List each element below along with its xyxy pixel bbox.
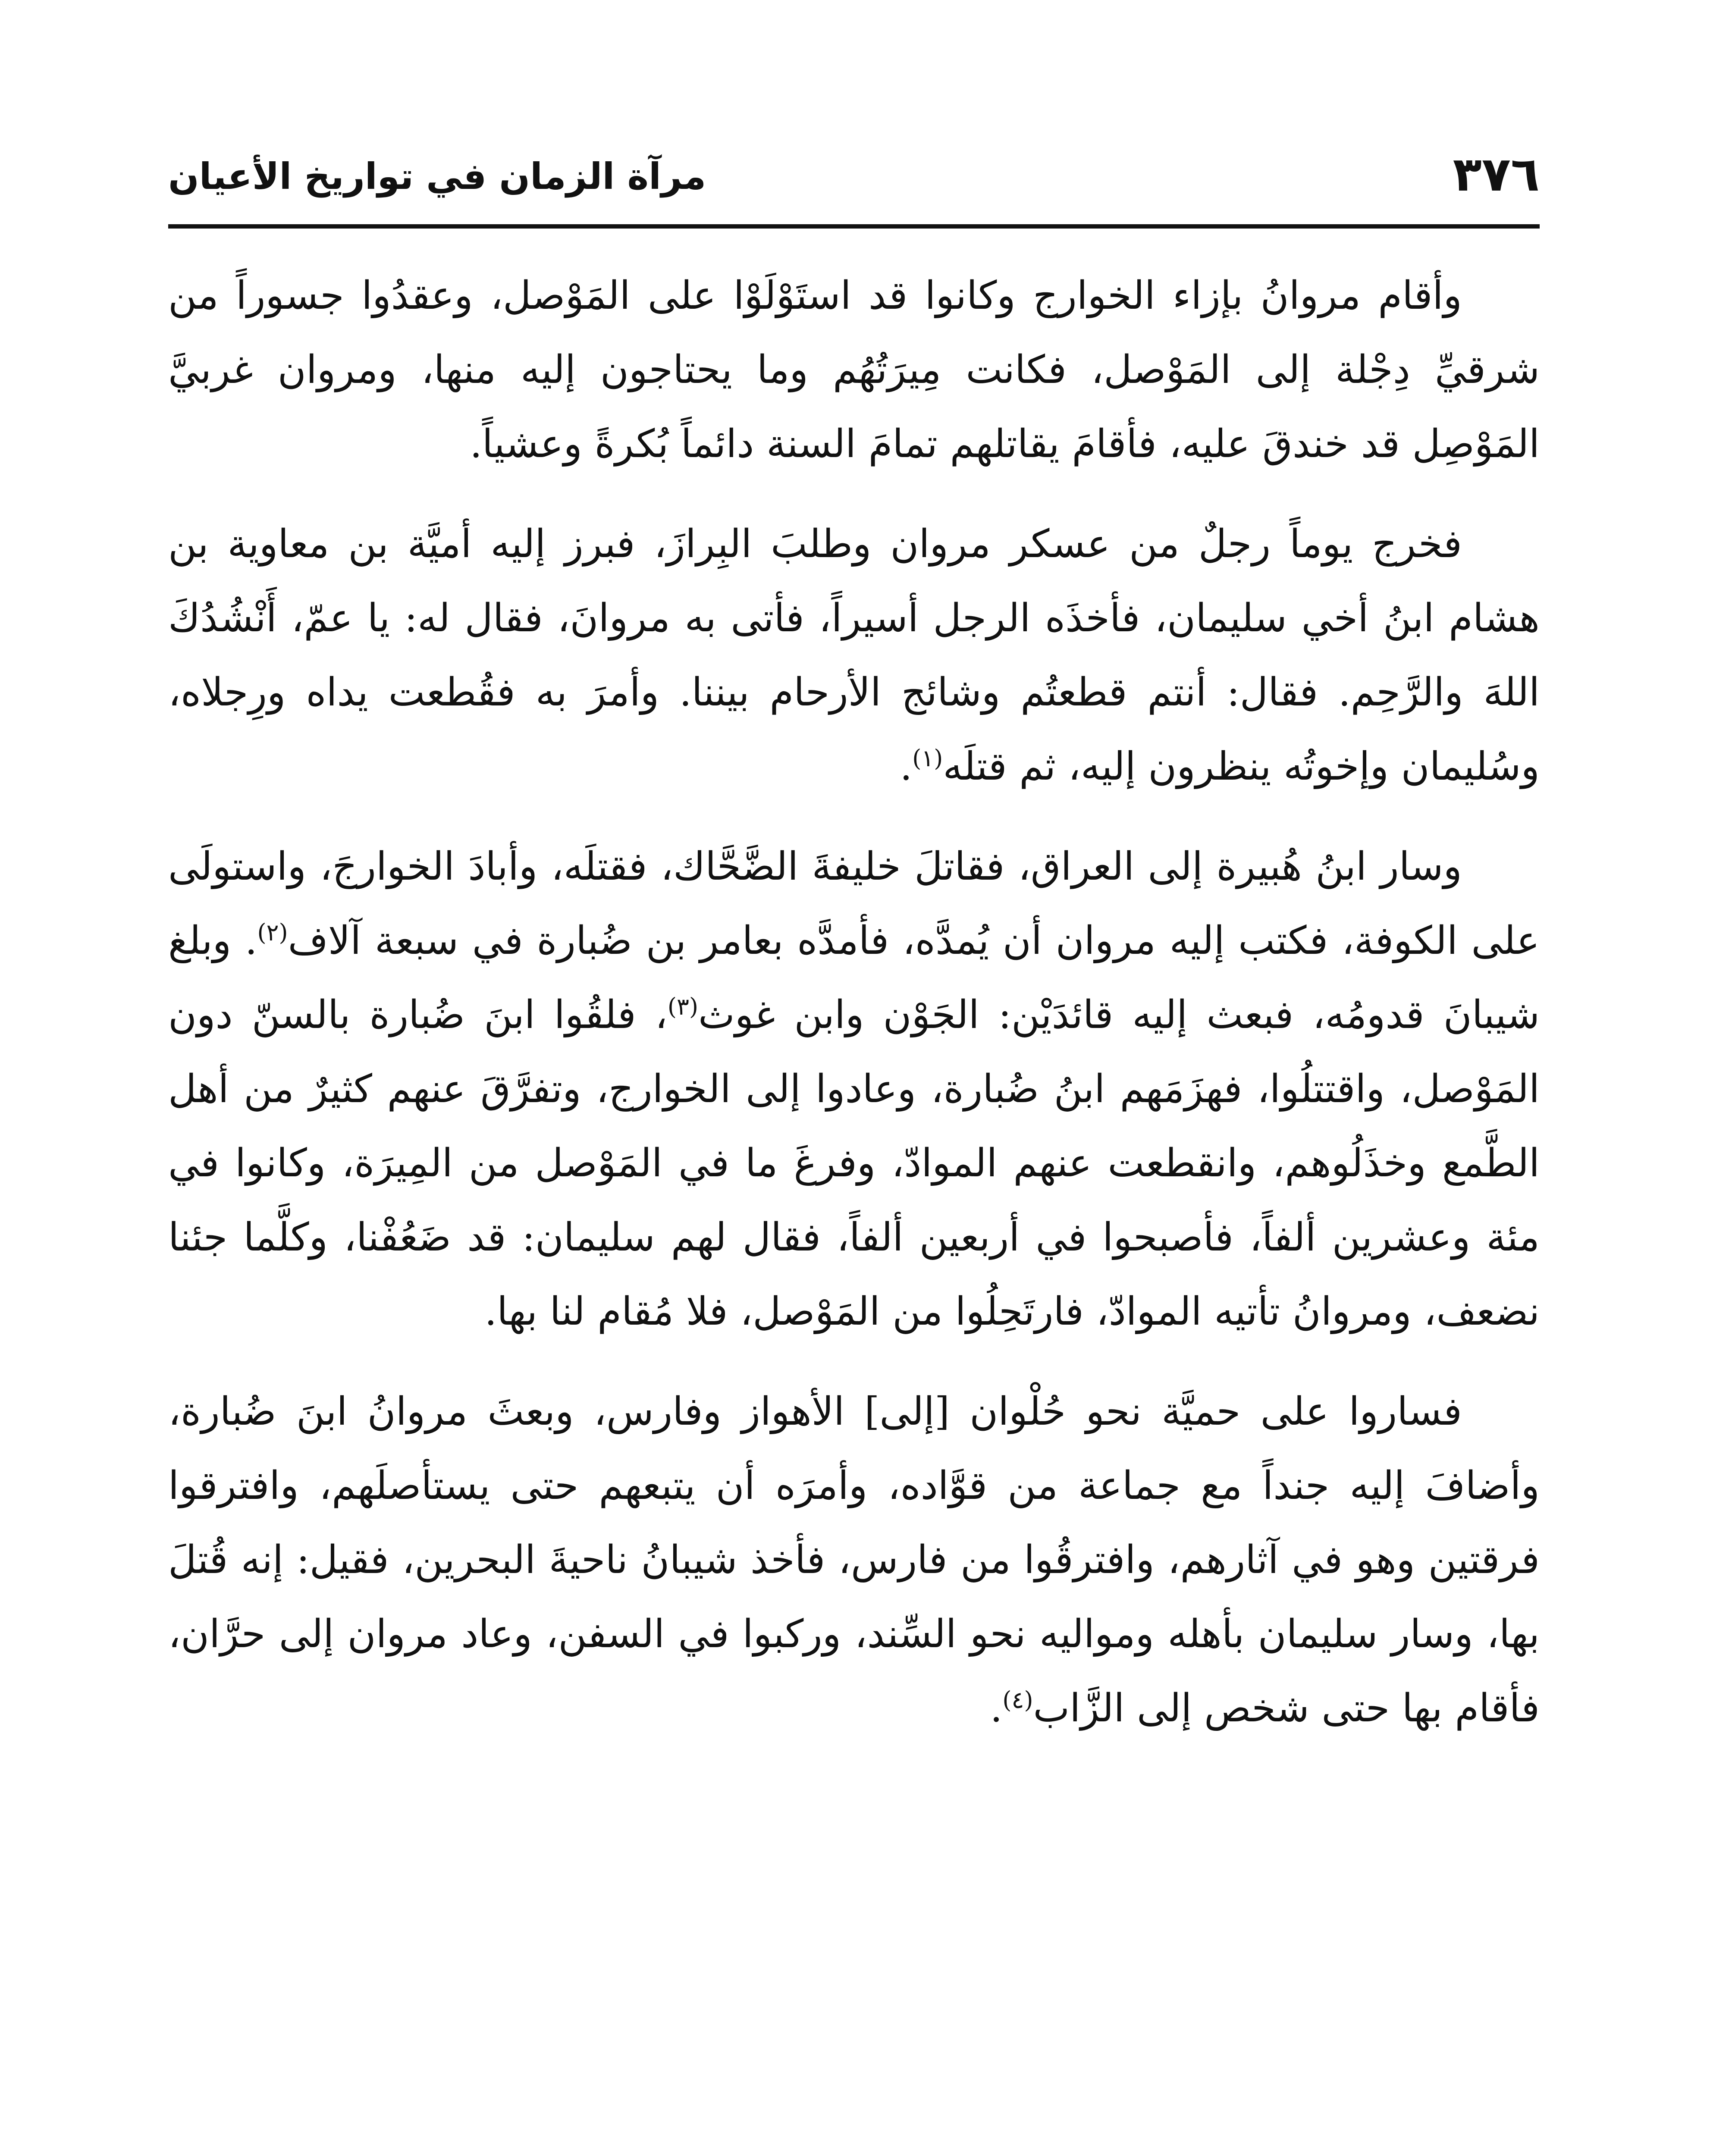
footnote-ref-3: (٣) xyxy=(667,993,699,1020)
running-title: مرآة الزمان في تواريخ الأعيان xyxy=(168,155,706,197)
paragraph-1 xyxy=(168,259,1540,481)
paragraph-2-end: . xyxy=(900,744,913,789)
paragraph-2 xyxy=(168,507,1540,804)
header-divider xyxy=(168,224,1540,229)
paragraph-4-end: . xyxy=(990,1686,1003,1731)
paragraph-4 xyxy=(168,1375,1540,1745)
main-text xyxy=(168,259,1540,1771)
paragraph-1-text: وأقام مروانُ بإزاء الخوارج وكانوا قد استَوْلَوْا على المَوْصل، وعقدُوا جسوراً من شرقيِّ دِجْلة إلى المَوْصل، فكانت مِيرَتُهُم وما يحتاجون إليه منها، ومروان غربيَّ المَوْصِل قد خندقَ عليه، فأقامَ يقاتلهم تمامَ السنة دائماً بُكرةً وعشياً. xyxy=(168,273,1540,467)
paragraph-3 xyxy=(168,830,1540,1349)
page-header xyxy=(168,142,1540,220)
footnote-ref-1: (١) xyxy=(912,745,943,772)
footnote-ref-4: (٤) xyxy=(1002,1686,1033,1714)
page-number: ٣٧٦ xyxy=(1453,147,1540,202)
footnote-ref-2: (٢) xyxy=(257,919,288,946)
paragraph-2-text: فخرج يوماً رجلٌ من عسكر مروان وطلبَ البِرازَ، فبرز إليه أميَّة بن معاوية بن هشام ابنُ أخي سليمان، فأخذَه الرجل أسيراً، فأتى به مروانَ، فقال له: يا عمّ، أَنْشُدُكَ اللهَ والرَّحِم. فقال: أنتم قطعتُم وشائج الأرحام بيننا. وأمرَ به فقُطعت يداه ورِجلاه، وسُليمان وإخوتُه ينظرون إليه، ثم قتلَه xyxy=(168,521,1540,789)
paragraph-3-middle: . وبلغ شيبانَ قدومُه، فبعث إليه قائدَيْن: الجَوْن وابن غوث xyxy=(168,918,1540,1037)
paragraph-3-text: وسار ابنُ هُبيرة إلى العراق، فقاتلَ خليفةَ الضَّحَّاك، فقتلَه، وأبادَ الخوارجَ، واستولَى على الكوفة، فكتب إليه مروان أن يُمدَّه، فأمدَّه بعامر بن ضُبارة في سبعة آلاف xyxy=(168,844,1540,963)
paragraph-4-text: فساروا على حميَّة نحو حُلْوان [إلى] الأهواز وفارس، وبعثَ مروانُ ابنَ ضُبارة، وأضافَ إليه جنداً مع جماعة من قوَّاده، وأمرَه أن يتبعهم حتى يستأصلَهم، وافترقوا فرقتين وهو في آثارهم، وافترقُوا من فارس، فأخذ شيبانُ ناحيةَ البحرين، فقيل: إنه قُتلَ بها، وسار سليمان بأهله ومواليه نحو السِّند، وركبوا في السفن، وعاد مروان إلى حرَّان، فأقام بها حتى شخص إلى الزَّاب xyxy=(168,1389,1540,1731)
paragraph-3-rest: ، فلقُوا ابنَ ضُبارة بالسنّ دون المَوْصل، واقتتلُوا، فهزَمَهم ابنُ ضُبارة، وعادوا إلى الخوارج، وتفرَّقَ عنهم كثيرٌ من أهل الطَّمع وخذَلُوهم، وانقطعت عنهم الموادّ، وفرغَ ما في المَوْصل من المِيرَة، وكانوا في مئة وعشرين ألفاً، فأصبحوا في أربعين ألفاً، فقال لهم سليمان: قد ضَعُفْنا، وكلَّما جئنا نضعف، ومروانُ تأتيه الموادّ، فارتَحِلُوا من المَوْصل، فلا مُقام لنا بها. xyxy=(168,992,1540,1334)
